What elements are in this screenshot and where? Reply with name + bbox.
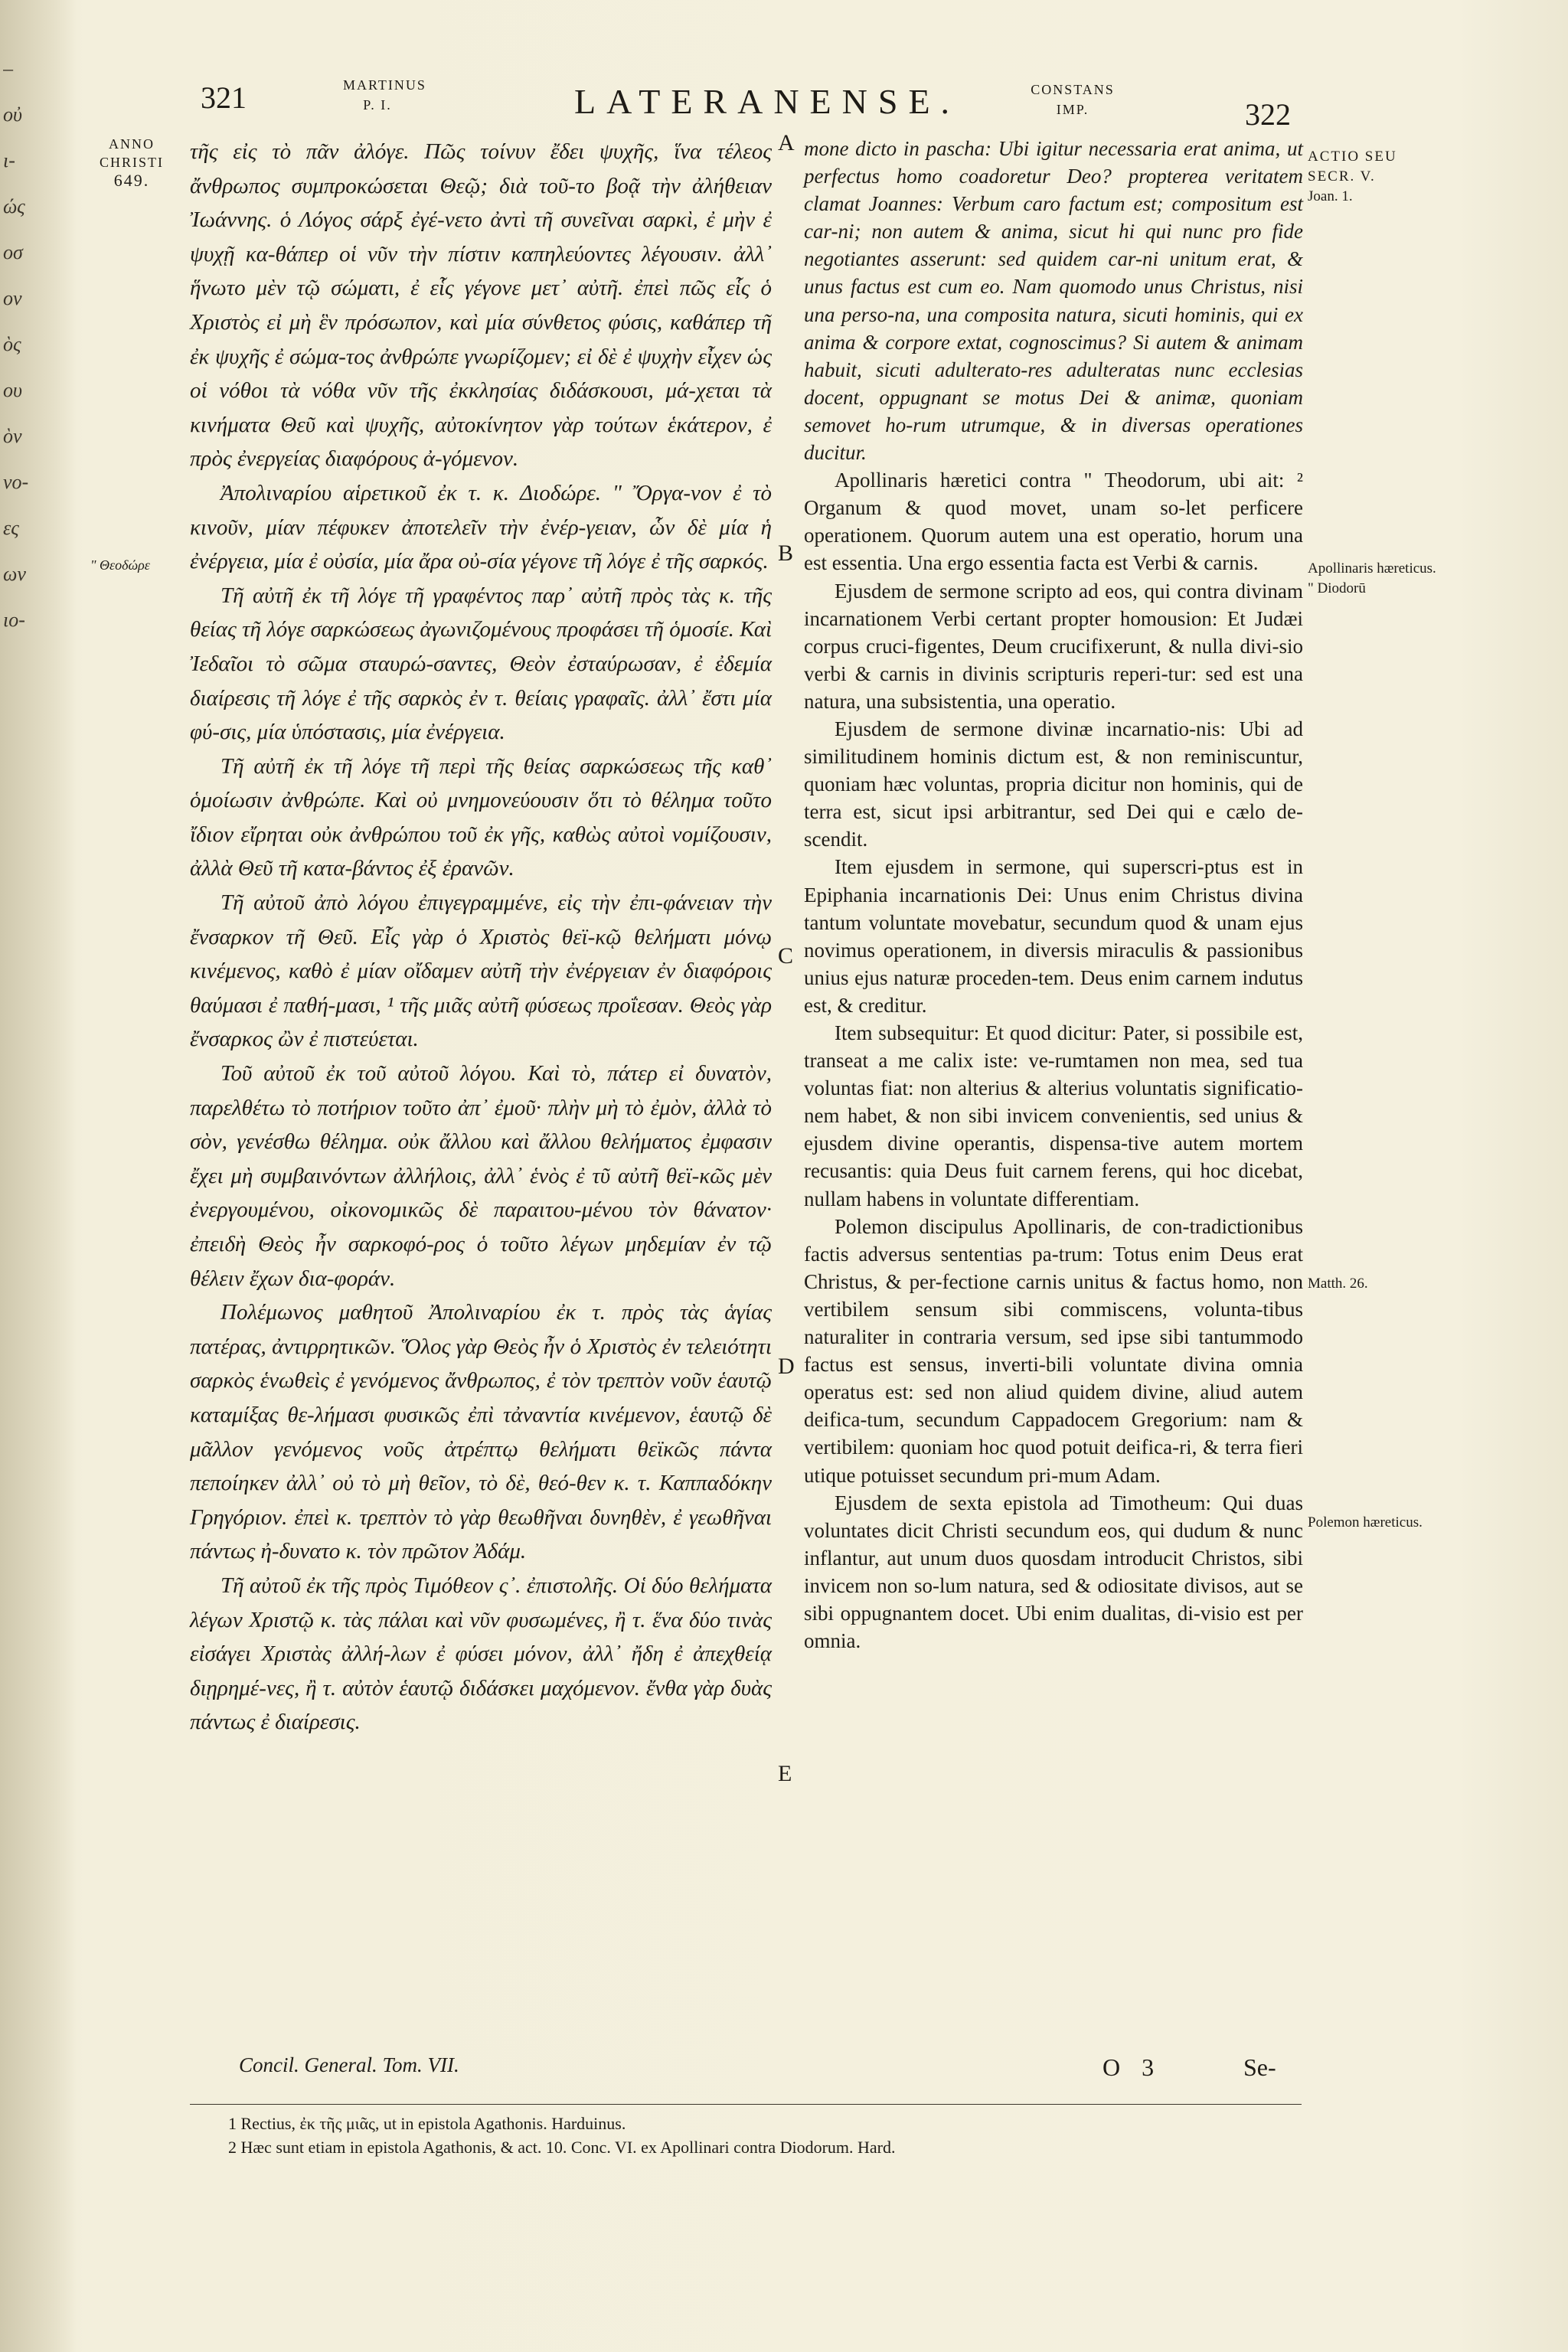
running-header xyxy=(0,70,1568,132)
section-letter-d: D xyxy=(778,1354,795,1379)
greek-paragraph: Τῆ αὐτῆ ἐκ τῆ λόγε τῆ περὶ τῆς θείας σαρκώσεως τῆς καθ᾽ ὁμοίωσιν ἀνθρώπε. Καὶ οὐ μνημονεύουσιν ὅτι τὸ θέλημα τοῦτο ἴδιον εἴρηται οὐκ ἀνθρώπου τοῦ ἐκ γῆς, καθὼς αὐτοὶ νομίζουσιν, ἀλλὰ Θεῦ τῆ κατα-βάντος ἐξ ἐρανῶν. xyxy=(190,753,772,881)
margin-note-actio xyxy=(1308,147,1446,207)
footnote: 2 Hæc sunt etiam in epistola Agathonis, & act. 10. Conc. VI. ex Apollinari contra Diodorum. Hard. xyxy=(228,2138,896,2157)
running-head-left: MARTINUS P. I. xyxy=(343,77,426,113)
running-title: LATERANENSE. xyxy=(574,82,961,121)
section-letter-c: C xyxy=(778,943,794,969)
greek-paragraph: Πολέμωνος μαθητοῦ Ἀπολιναρίου ἐκ τ. πρὸς τὰς ἁγίας πατέρας, ἀντιρρητικῶν. Ὅλος γὰρ Θεὸς ἦν ὁ Χριστὸς ἐν τελειότητι σαρκὸς ἑνωθεὶς ἐ γενόμενος ἄνθρωπος, ἐ τὸν τρεπτὸν νοῦν ἑαυτῷ καταμίξας θε-λήμασι φυσικῶς ἐπὶ τἀναντία κινέμενον, ἑαυτῷ δὲ μᾶλλον γενόμενος νοῦς ἀτρέπτῳ θελήματι θεϊκῶς πάντα πεποίηκεν ἀλλ᾽ οὐ τὸ μὴ θεῖον, τὸ δὲ, θεό-θεν κ. τ. Καππαδόκην Γρηγόριον. ἐπεὶ κ. τρεπτὸν τὸ γὰρ θεωθῆναι δυνηθὲν, ἐ γεωθῆναι πάντως ἠ-δυνατο κ. τὸν πρῶτον Ἀδάμ. xyxy=(190,1300,772,1564)
section-letter-a: A xyxy=(778,130,795,155)
gutter-fragment: οὐ xyxy=(3,103,22,126)
margin-note-polemon: Polemon hæreticus. xyxy=(1308,1514,1423,1530)
running-head-right: CONSTANS IMP. xyxy=(1031,82,1115,117)
anno-year: 649. xyxy=(113,171,150,190)
latin-paragraph: Item ejusdem in sermone, qui superscri-ptus est in Epiphania incarnationis Dei: Unus enim Christus divina tantum voluntate movebatur, secundum quod & unam ejus novimus operationem, in diversis miraculis & passionibus unius ejus naturæ proceden-tem. Deus enim carnem indutus est, & creditur. xyxy=(804,855,1303,1017)
facing-page-edge xyxy=(0,0,77,2352)
facing-page-fragments xyxy=(3,46,34,643)
signature-mark: O 3 xyxy=(1102,2053,1162,2081)
footnote-rule xyxy=(190,2104,1302,2105)
greek-paragraph: τῆς εἰς τὸ πᾶν ἀλόγε. Πῶς τοίνυν ἔδει ψυχῆς, ἵνα τέλεος ἄνθρωπος συμπροκώσεται Θεῷ; διὰ τοῦ-το βοᾷ τὴν ἀλήθειαν Ἰωάννης. ὁ Λόγος σάρξ ἐγέ-νετο ἀντὶ τῆ συνεῖναι σαρκὶ, ἐ μὴν ἐ ψυχῇ κα-θάπερ οἱ νῦν τὴν πίστιν καπηλεύοντες λέγουσιν. ἀλλ᾽ ἥνωτο μὲν τῷ σώματι, ἐ εἷς γέγονε μετ᾽ αὐτῆ. ἐπεὶ πῶς εἷς ὁ Χριστὸς εἰ μὴ ἓν πρόσωπον, καὶ μία σύνθετος φύσις, καθάπερ τῆ ἐκ ψυχῆς ἐ σώμα-τος ἀνθρώπε γνωρίζομεν; εἰ δὲ ἐ ψυχὴν εἶχεν ὡς οἱ νόθοι τὰ νόθα νῦν τῆς ἐκκλησίας διδάσκουσι, μά-χεται τὰ κινήματα Θεῦ καὶ ψυχῆς, αὐτοκίνητον γὰρ τούτων ἑκάτερον, ἐ πρὸς ἐνεργείας διαφόρους ἀ-γόμενον. xyxy=(190,139,772,472)
latin-paragraph: mone dicto in pascha: Ubi igitur necessaria erat anima, ut perfectus homo coadoretur Deo? propterea veritatem clamat Joannes: Verbum caro factum est; compositum est car-ni; non autem & anima, sicut hi qui nunc pro fide negotiantes asserunt: sed quidem car-ni unitum erat, & unus factus est cum eo. Nam quomodo unus Christus, nisi una perso-na, una composita natura, sicuti hominis, qui ex anima & corpore extat, cognoscimus? Si autem & animam habuit, sicuti adulterato-res adulteratas nunc ecclesias docent, oppugnant se motus Dei & animæ, quoniam semovet ho-rum utrumque, & in diversas operationes ducitur. xyxy=(804,137,1303,465)
volume-reference: Concil. General. Tom. VII. xyxy=(239,2053,459,2076)
gutter-fragment: ι- xyxy=(3,149,15,172)
gutter-fragment: ὸς xyxy=(3,333,21,355)
greek-paragraph: Τῆ αὐτοῦ ἀπὸ λόγου ἐπιγεγραμμένε, εἰς τὴν ἐπι-φάνειαν τὴν ἔνσαρκον τῆ Θεῦ. Εἷς γὰρ ὁ Χριστὸς θεϊ-κῷ θελήματι μόνῳ κινέμενος, καθὸ ἐ μίαν οἴδαμεν αὐτῆ τὴν ἐνέργειαν ἐν διαφόροις θαύμασι ἐ παθή-μασι, ¹ τῆς μιᾶς αὐτῆ φύσεως προΐεσαν. Θεὸς γὰρ ἔνσαρκος ὢν ἐ πιστεύεται. xyxy=(190,890,772,1052)
greek-paragraph: Τῆ αὐτοῦ ἐκ τῆς πρὸς Τιμόθεον ς᾽. ἐπιστολῆς. Οἱ δύο θελήματα λέγων Χριστῷ κ. τὰς πάλαι καὶ νῦν φυσωμένες, ἢ τ. ἕνα δύο τινὰς εἰσάγει Χριστὰς ἀλλή-λων ἐ φύσει μόνον, ἀλλ᾽ ἤδη ἐ ἀπεχθείᾳ διῃρημέ-νες, ἢ τ. αὐτὸν ἑαυτῷ διδάσκει μαχόμενον. ἔνθα γὰρ δυὰς πάντως ἐ διαίρεσις. xyxy=(190,1573,772,1735)
gutter-fragment: ου xyxy=(3,379,22,401)
page-number-right: 322 xyxy=(1245,97,1291,132)
margin-note-matthew: Matth. 26. xyxy=(1308,1276,1368,1292)
page-number-left: 321 xyxy=(201,80,247,115)
gutter-fragment: οσ xyxy=(3,241,23,263)
latin-paragraph: Item subsequitur: Et quod dicitur: Pater, si possibile est, transeat a me calix iste: ve-rumtamen non mea, sed tua voluntas fiat: non alterius & alterius voluntatis significatio-nem habet, & non sibi invicem convenientis, sed unius & ejusdem divine operantis, dispensa-tive autem mortem recusantis: quia Deus fuit carnem ferens, qui hoc dicebat, nullam habens in voluntate differentiam. xyxy=(804,1021,1303,1210)
greek-column xyxy=(190,135,772,1740)
gutter-fragment: ων xyxy=(3,563,26,585)
catchword: Se- xyxy=(1243,2053,1276,2081)
gutter-fragment: νο- xyxy=(3,471,29,493)
gutter-fragment: ὸν xyxy=(3,425,22,447)
footnote: 1 Rectius, ἐκ τῆς μιᾶς, ut in epistola Agathonis. Harduinus. xyxy=(228,2114,626,2133)
latin-paragraph: Ejusdem de sermone divinæ incarnatio-nis: Ubi ad similitudinem hominis dictum est, & non reminiscuntur, quoniam hæc voluntas, propria dicitur non hominis, qui de terra est, sicut ipsi arbitrantur, sed Dei qui e cælo de-scendit. xyxy=(804,717,1303,851)
margin-anno-christi xyxy=(86,135,178,190)
greek-paragraph: Τῆ αὐτῆ ἐκ τῆ λόγε τῆ γραφέντος παρ᾽ αὐτῆ πρὸς τὰς κ. τῆς θείας τῆ λόγε σαρκώσεως ἀγωνιζομένους προφάσει τῆ ὁμοσίε. Καὶ Ἰεδαῖοι τὸ σῶμα σταυρώ-σαντες, Θεὸν ἐσταύρωσαν, ἐ ἐδεμία διαίρεσις τῆ λόγε ἐ τῆς σαρκὸς ἐν τ. θείαις γραφαῖς. ἀλλ᾽ ἔστι μία φύ-σις, μία ὑπόστασις, μία ἐνέργεια. xyxy=(190,583,772,745)
gutter-fragment: ες xyxy=(3,517,19,539)
margin-note-theodorum: " Θεοδώρε xyxy=(90,557,150,573)
gutter-fragment: ον xyxy=(3,287,22,309)
section-letter-b: B xyxy=(778,541,794,566)
latin-paragraph: Apollinaris hæretici contra " Theodorum, ubi ait: ² Organum & quod movet, unam so-let perficere operationem. Quorum autem una est operatio, horum una est essentia. Una ergo essentia facta est Verbi & carnis. xyxy=(804,469,1303,575)
section-letter-e: E xyxy=(778,1761,792,1786)
greek-paragraph: Τοῦ αὐτοῦ ἐκ τοῦ αὐτοῦ λόγου. Καὶ τὸ, πάτερ εἰ δυνατὸν, παρελθέτω τὸ ποτήριον τοῦτο ἀπ᾽ ἐμοῦ· πλὴν μὴ τὸ ἐμὸν, ἀλλὰ τὸ σὸν, γενέσθω θέλημα. οὐκ ἄλλου καὶ ἄλλου θελήματος ἐμφασιν ἔχει μὴ συμβαινόντων ἀλλήλοις, ἀλλ᾽ ἑνὸς ἐ τῦ αὐτῆ θεϊ-κῶς μὲν ἐνεργουμένου, οἰκονομικῶς δὲ παραιτου-μένου τὸν θάνατον· ἐπειδὴ Θεὸς ἦν σαρκοφό-ρος ὁ τοῦτο λέγων μηδεμίαν ἐν τῷ θέλειν ἔχων δια-φοράν. xyxy=(190,1061,772,1291)
anno-label: ANNO CHRISTI xyxy=(99,136,164,170)
latin-paragraph: Ejusdem de sermone scripto ad eos, qui contra divinam incarnationem Verbi certant propter homousion: Et Judæi corpus cruci-figentes, Deum crucifixerunt, & nulla divi-sio verbi & carnis in divinis scripturis reperi-tur: sed est una natura, una subsistentia, una operatio. xyxy=(804,579,1303,713)
gutter-fragment: ιο- xyxy=(3,609,25,631)
greek-paragraph: Ἀπολιναρίου αἱρετικοῦ ἐκ τ. κ. Διοδώρε. " Ὄργα-νον ἐ τὸ κινοῦν, μίαν πέφυκεν ἀποτελεῖν τὴν ἐνέρ-γειαν, ὧν δὲ μία ἡ ἐνέργεια, μία ἐ οὐσία, μία ἄρα οὐ-σία γέγονε τῆ λόγε ἐ τῆς σαρκός. xyxy=(190,480,772,574)
gutter-fragment: – xyxy=(3,57,13,80)
gutter-fragment: ώς xyxy=(3,195,25,217)
actio-label: ACTIO SEU SECR. V. xyxy=(1308,149,1397,185)
latin-column xyxy=(804,135,1303,1655)
latin-paragraph: Polemon discipulus Apollinaris, de con-tradictionibus factis adversus sententias pa-trum: Totus enim Deus erat Christus, & per-fectione carnis unitus & factus homo, non vertibilem sensum sibi commiscens, volunta-tibus naturaliter in contraria versum, sed ipse sibi tantummodo factus est sensus, inverti-bili voluntate divina omnia operatus est: sed non aliud quidem divine, aliud autem deifica-tum, secundum Cappadocem Gregorium: nam & vertibilem: quoniam hoc quod potuit deifica-ri, & terra fieri utique potuisset secundum pri-mum Adam. xyxy=(804,1214,1303,1487)
margin-note-apollinaris: Apollinaris hæreticus. " Diodorū xyxy=(1308,560,1436,596)
joan-reference: Joan. 1. xyxy=(1308,188,1353,204)
latin-paragraph: Ejusdem de sexta epistola ad Timotheum: Qui duas voluntates dicit Christi secundum eos, qui dudum & nunc inflantur, aut unum duos quosdam introducit Christos, sibi invicem non so-lum natura, sed & odiositate divisos, aut se sibi oppugnantem docet. Ubi enim dualitas, di-visio est per omnia. xyxy=(804,1491,1303,1653)
footnotes xyxy=(228,2112,1300,2159)
